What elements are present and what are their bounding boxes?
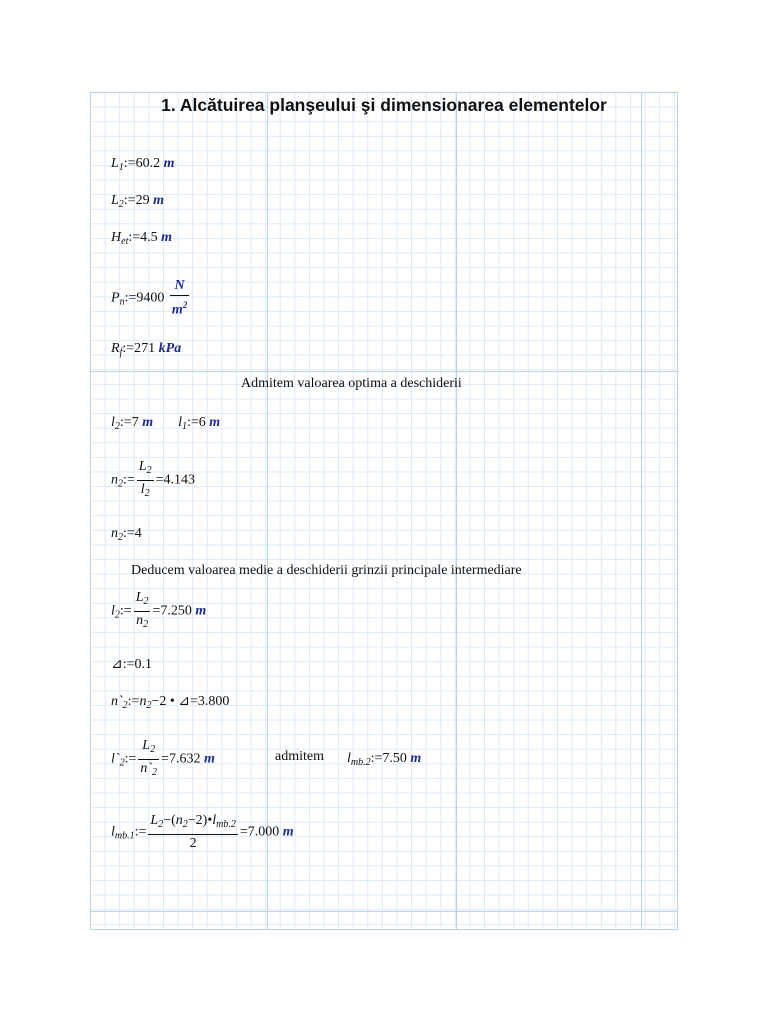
- expr-L1: $L_1:=60.2$ m: [111, 156, 175, 173]
- admitem-label: admitem: [275, 749, 324, 764]
- grid-divider: [267, 93, 268, 929]
- grid-divider: [456, 93, 457, 929]
- expr-l2-l1: $l_2:=7$ m $l_1:=6$ m: [111, 415, 221, 432]
- grid-divider: [91, 371, 677, 372]
- grid-divider: [641, 93, 642, 929]
- expr-lmb1: $l_{mb.1}:=$ $\frac{L_2-(n_2-2)•l_{mb.2}}{2}$ =7.000 m: [111, 813, 294, 851]
- expr-n2-value: $n_2:=4$: [111, 526, 142, 543]
- note-optimal-span: Admitem valoarea optima a deschiderii: [241, 376, 462, 391]
- expr-n2-prime: $n`_2:=n_2-2$ • ⊿=3.800: [111, 694, 230, 711]
- grid-divider: [91, 911, 677, 912]
- expr-l2-average: $l_2:=$ $\frac{L_2}{n_2}$ =7.250 m: [111, 590, 207, 630]
- page-title: 1. Alcătuirea planşeului şi dimensionarea elementelor: [161, 95, 607, 115]
- expr-delta: ⊿:=0.1: [111, 657, 153, 672]
- expr-Pn: $P_n:=9400$ $\frac{N}{m^2}$: [111, 278, 188, 318]
- expr-n2-ratio: $n_2:=$ $\frac{L_2}{l_2}$ =4.143: [111, 459, 195, 499]
- worksheet: [90, 92, 678, 930]
- expr-Rf: $R_f:=271$ kPa: [111, 341, 182, 358]
- expr-L2: $L_2:=29$ m: [111, 193, 164, 210]
- expr-Het: $H_{et}:=4.5$ m: [111, 230, 173, 247]
- expr-l2-prime: $l`_2:=$ $\frac{L_2}{n`_2}$ =7.632 m: [111, 738, 215, 778]
- expr-lmb2: $l_{mb.2}:=7.50$ m: [347, 751, 422, 768]
- note-average-span: Deducem valoarea medie a deschiderii grinzii principale intermediare: [131, 563, 522, 578]
